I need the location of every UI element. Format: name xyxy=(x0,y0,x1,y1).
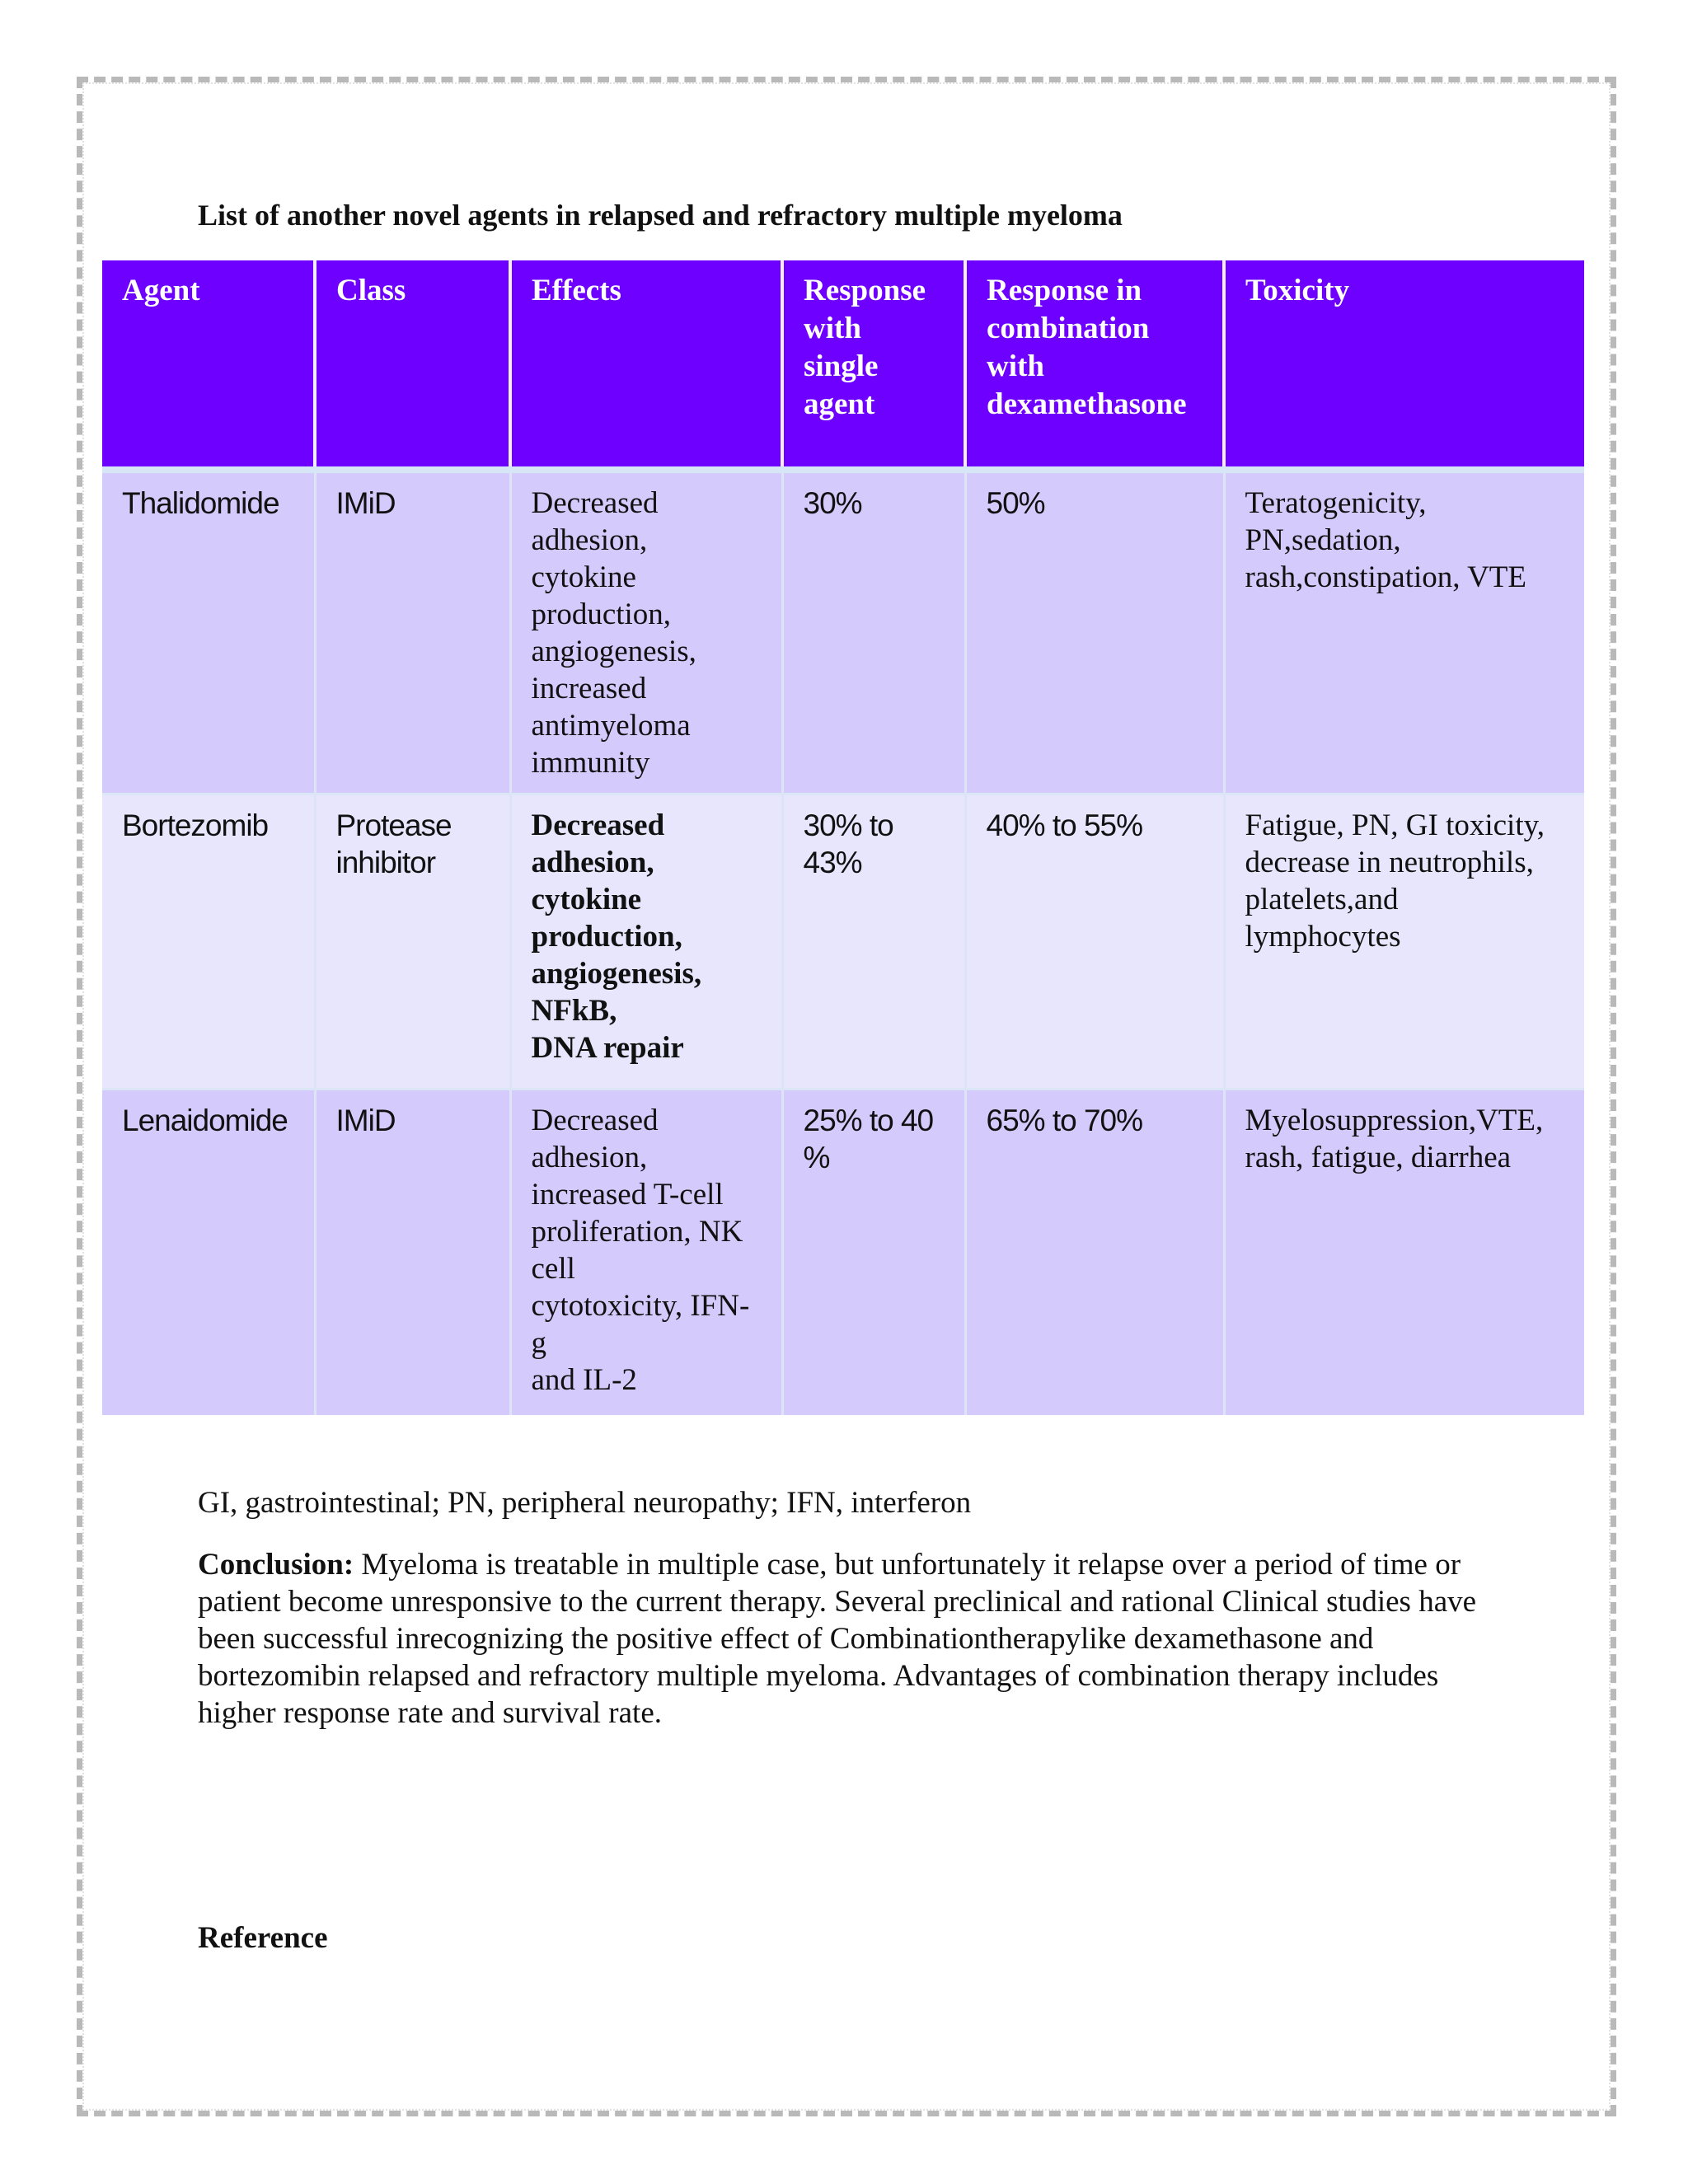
table-title: List of another novel agents in relapsed and refractory multiple myeloma xyxy=(198,199,1123,232)
table-header-row xyxy=(102,260,1584,470)
table-row xyxy=(102,1090,1584,1415)
conclusion-label: Conclusion: xyxy=(198,1548,354,1582)
header-class: Class xyxy=(315,260,510,470)
cell-response-combination: 40% to 55% xyxy=(965,794,1224,1090)
cell-toxicity: Teratogenicity, PN,sedation, rash,constipation, VTE xyxy=(1224,470,1584,794)
table-row xyxy=(102,470,1584,794)
cell-response-combination: 50% xyxy=(965,470,1224,794)
agents-table xyxy=(102,260,1584,1415)
cell-class: Protease inhibitor xyxy=(315,794,510,1090)
header-effects: Effects xyxy=(510,260,782,470)
abbreviations-note: GI, gastrointestinal; PN, peripheral neuropathy; IFN, interferon xyxy=(198,1486,972,1520)
cell-toxicity: Fatigue, PN, GI toxicity, decrease in neutrophils, platelets,and lymphocytes xyxy=(1224,794,1584,1090)
cell-agent: Lenaidomide xyxy=(102,1090,315,1415)
cell-class: IMiD xyxy=(315,1090,510,1415)
cell-response-single: 30% to 43% xyxy=(782,794,965,1090)
header-response-combination: Response in combination with dexamethasone xyxy=(965,260,1224,470)
header-agent: Agent xyxy=(102,260,315,470)
cell-class: IMiD xyxy=(315,470,510,794)
cell-response-single: 30% xyxy=(782,470,965,794)
cell-response-combination: 65% to 70% xyxy=(965,1090,1224,1415)
cell-effects: Decreased adhesion, cytokine production, angiogenesis, increased antimyeloma immunity xyxy=(510,470,782,794)
table-row xyxy=(102,794,1584,1090)
cell-agent: Thalidomide xyxy=(102,470,315,794)
cell-response-single: 25% to 40 % xyxy=(782,1090,965,1415)
conclusion-paragraph xyxy=(198,1546,1500,1732)
cell-effects: Decreased adhesion, increased T-cell proliferation, NK cell cytotoxicity, IFN- g and IL-2 xyxy=(510,1090,782,1415)
reference-heading: Reference xyxy=(198,1921,328,1955)
cell-toxicity: Myelosuppression,VTE, rash, fatigue, diarrhea xyxy=(1224,1090,1584,1415)
conclusion-text: Myeloma is treatable in multiple case, but unfortunately it relapse over a period of time or patient become unresponsive to the current therapy. Several preclinical and rational Clinical studies have been successful inrecognizing the positive effect of Combinationtherapylike dexamethasone and bortezomibin relapsed and refractory multiple myeloma. Advantages of combination therapy includes higher response rate and survival rate. xyxy=(198,1548,1477,1730)
header-toxicity: Toxicity xyxy=(1224,260,1584,470)
header-response-single: Response with single agent xyxy=(782,260,965,470)
cell-effects: Decreased adhesion, cytokine production, angiogenesis, NFkB, DNA repair xyxy=(510,794,782,1090)
cell-agent: Bortezomib xyxy=(102,794,315,1090)
